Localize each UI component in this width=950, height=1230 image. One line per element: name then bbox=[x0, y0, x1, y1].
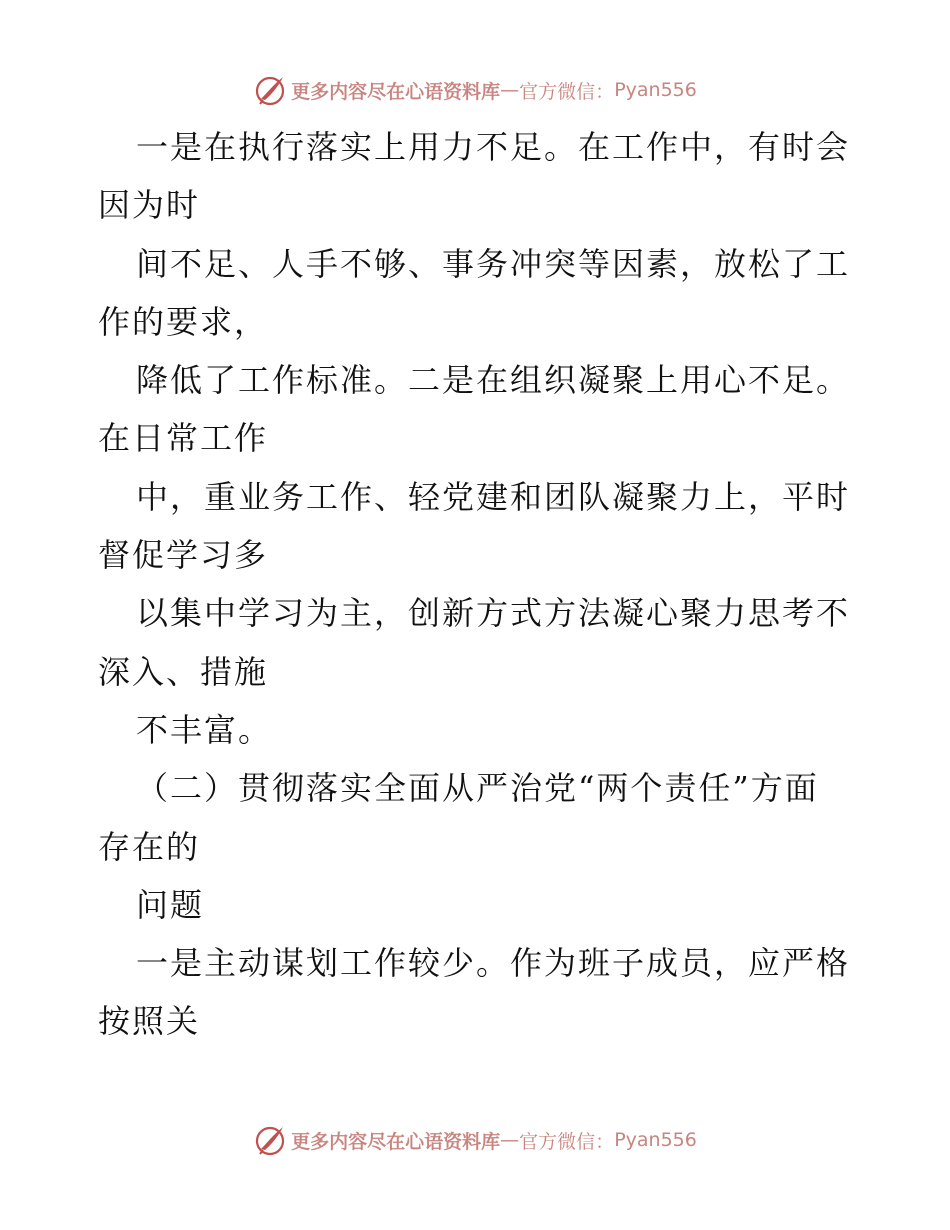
body-line: 因为时 bbox=[98, 186, 201, 225]
section-heading-continued: 存在的 bbox=[98, 827, 201, 866]
banner-brand-text: 更多内容尽在心语资料库 bbox=[291, 1130, 501, 1153]
banner-wechat-label: 官方微信： bbox=[519, 1130, 615, 1153]
banner-separator: — bbox=[500, 1129, 520, 1151]
banner-wechat-label: 官方微信： bbox=[519, 80, 615, 103]
document-body bbox=[98, 118, 858, 1051]
body-line: 不丰富。 bbox=[136, 710, 273, 749]
body-line: 作的要求， bbox=[98, 302, 269, 341]
body-line: 降低了工作标准。二是在组织凝聚上用心不足。 bbox=[136, 361, 851, 400]
body-line: 中，重业务工作、轻党建和团队凝聚力上，平时 bbox=[136, 477, 851, 516]
footer-watermark-banner bbox=[0, 1120, 950, 1160]
body-line: 按照关 bbox=[98, 1002, 201, 1041]
banner-wechat-id: Pyan556 bbox=[614, 79, 697, 101]
quill-ink-icon bbox=[253, 1123, 287, 1157]
banner-separator: — bbox=[500, 79, 520, 101]
body-line: 一是在执行落实上用力不足。在工作中，有时会 bbox=[136, 128, 851, 166]
quill-ink-icon bbox=[253, 73, 287, 107]
body-line: 以集中学习为主，创新方式方法凝心聚力思考不 bbox=[136, 594, 851, 633]
body-line: 间不足、人手不够、事务冲突等因素，放松了工 bbox=[136, 244, 851, 283]
section-heading: （二）贯彻落实全面从严治党“两个责任”方面 bbox=[136, 769, 819, 808]
body-line: 一是主动谋划工作较少。作为班子成员，应严格 bbox=[136, 944, 851, 983]
body-line: 深入、措施 bbox=[98, 652, 269, 691]
body-line: 在日常工作 bbox=[98, 419, 269, 458]
banner-brand-text: 更多内容尽在心语资料库 bbox=[291, 80, 501, 103]
header-watermark-banner bbox=[0, 70, 950, 110]
body-line: 督促学习多 bbox=[98, 536, 269, 575]
banner-wechat-id: Pyan556 bbox=[614, 1129, 697, 1151]
section-heading-continued: 问题 bbox=[136, 885, 205, 924]
